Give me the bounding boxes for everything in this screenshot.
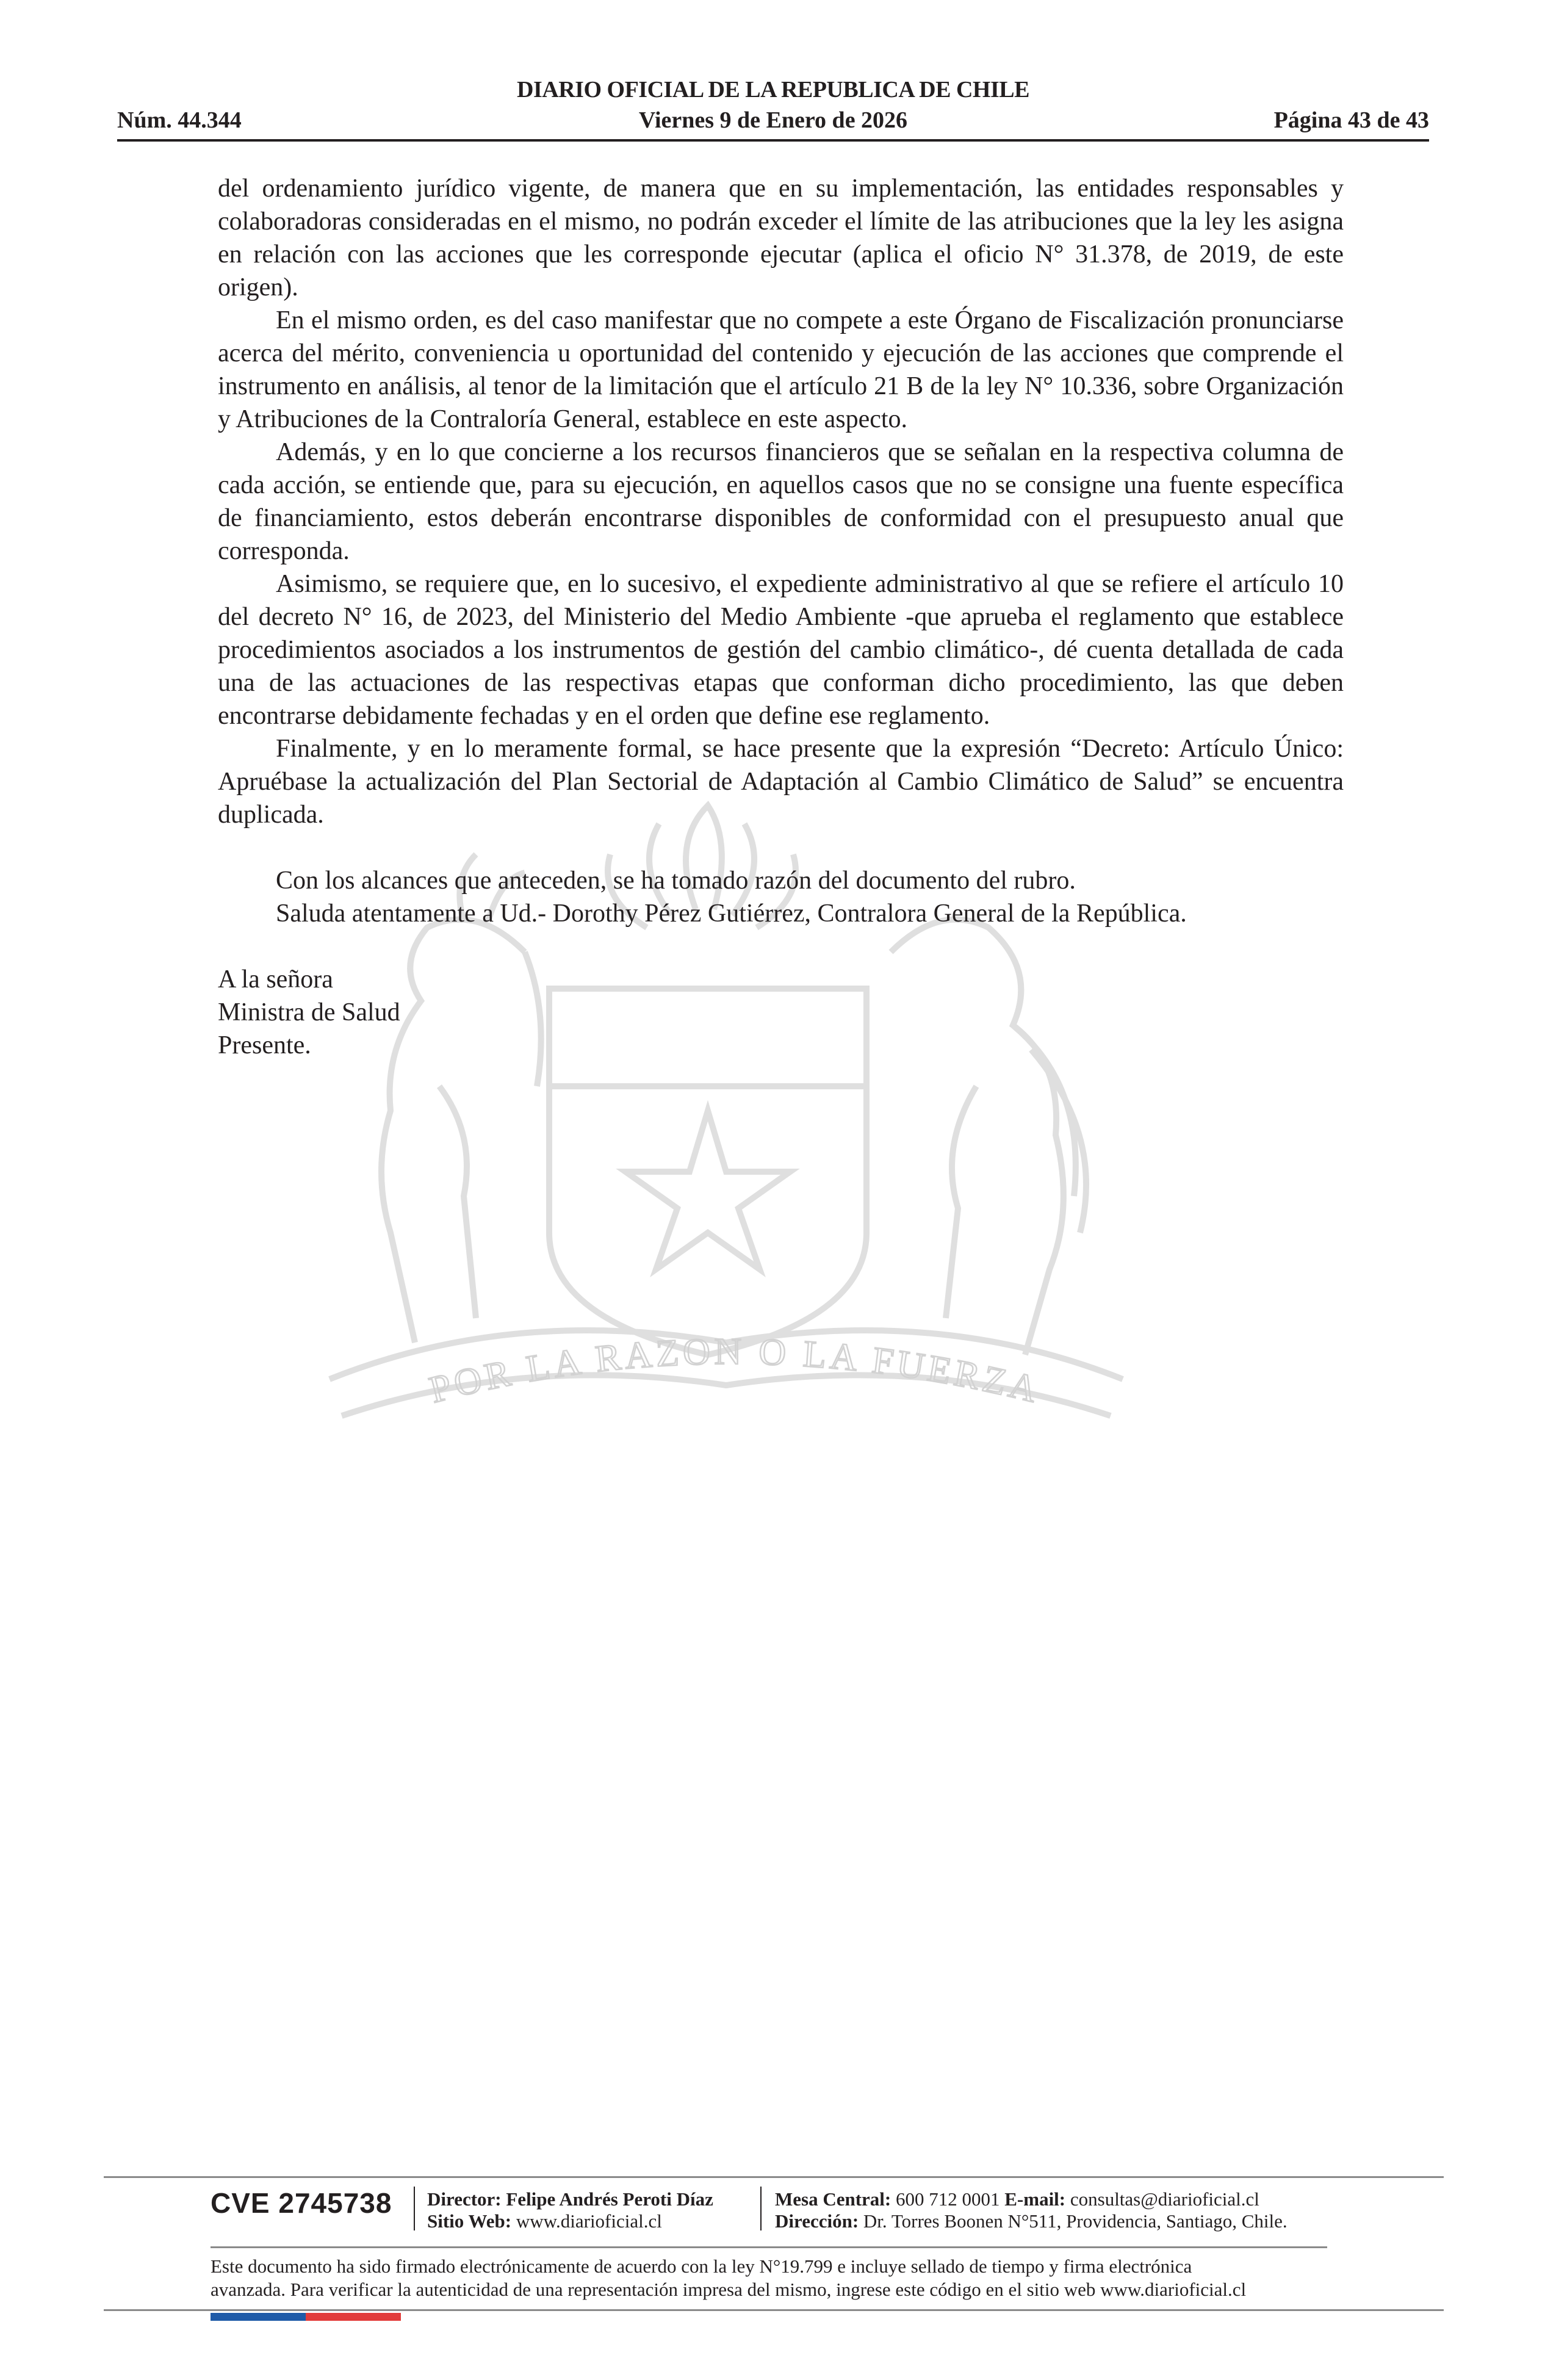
spacer — [218, 831, 1344, 864]
footer-contact-block — [775, 2188, 1288, 2232]
footer-separator — [760, 2187, 762, 2230]
addressee-line-1: A la señora — [218, 965, 333, 993]
page-header — [117, 76, 1429, 143]
director-name: Felipe Andrés Peroti Díaz — [506, 2188, 713, 2210]
motto-text: POR LA RAZON O LA FUERZA — [425, 1330, 1045, 1412]
legal-line-2: avanzada. Para verificar la autenticidad de una representación impresa del mismo, ingrese este código en el sitio web www.diarioficial.cl — [211, 2279, 1247, 2300]
address-text: Dr. Torres Boonen N°511, Providencia, Santiago, Chile. — [863, 2210, 1288, 2232]
footer-separator — [414, 2187, 415, 2230]
closing-line-2: Saluda atentamente a Ud.- Dorothy Pérez Gutiérrez, Contralora General de la República. — [276, 900, 1187, 928]
website-label: Sitio Web: — [427, 2210, 512, 2232]
paragraph-1: del ordenamiento jurídico vigente, de manera que en su implementación, las entidades responsables y colaboradoras consideradas en el mismo, no podrán exceder el límite de las atribuciones que la ley les asigna en relación con las acciones que les corresponde ejecutar (aplica el oficio N° 31.378, de 2019, de este origen). — [218, 175, 1344, 301]
paragraph-4: Asimismo, se requiere que, en lo sucesivo, el expediente administrativo al que se refiere el artículo 10 del decreto N° 16, de 2023, del Ministerio del Medio Ambiente -que aprueba el reglamento que establece procedimientos asociados a los instrumentos de gestión del cambio climático-, dé cuenta detallada de cada una de las actuaciones de las respectivas etapas que conforman dicho procedimiento, las que deben encontrarse debidamente fechadas y en el orden que define ese reglamento. — [218, 570, 1344, 730]
footer-divider-bottom — [104, 2309, 1444, 2311]
svg-text:POR LA RAZON O LA FUERZA — [425, 1331, 1045, 1412]
address-label: Dirección: — [775, 2210, 859, 2232]
legal-notice — [211, 2255, 1327, 2301]
issue-number: Núm. 44.344 — [117, 107, 242, 133]
addressee-line-2: Ministra de Salud — [218, 998, 400, 1026]
director-label: Director: — [427, 2188, 502, 2210]
phone-number: 600 712 0001 — [896, 2188, 1000, 2210]
document-body — [218, 172, 1344, 1062]
email-label: E-mail: — [1004, 2188, 1066, 2210]
flag-stripe — [211, 2313, 401, 2321]
issue-date: Viernes 9 de Enero de 2026 — [638, 107, 908, 133]
website-link[interactable]: www.diarioficial.cl — [516, 2210, 662, 2232]
legal-line-1: Este documento ha sido firmado electrónicamente de acuerdo con la ley N°19.799 e incluye sellado de tiempo y firma electrónica — [211, 2256, 1192, 2277]
page-number: Página 43 de 43 — [1273, 107, 1429, 133]
footer-director-block — [427, 2188, 713, 2232]
footer-divider-middle — [211, 2246, 1327, 2248]
cve-code: CVE 2745738 — [211, 2187, 392, 2219]
email-link[interactable]: consultas@diarioficial.cl — [1070, 2188, 1259, 2210]
addressee-line-3: Presente. — [218, 1031, 311, 1059]
publication-title: DIARIO OFICIAL DE LA REPUBLICA DE CHILE — [517, 77, 1029, 103]
flag-red-band — [306, 2313, 401, 2321]
paragraph-3: Además, y en lo que concierne a los recursos financieros que se señalan en la respectiva columna de cada acción, se entiende que, para su ejecución, en aquellos casos que no se consigne una fuente específica de financiamiento, estos deberán encontrarse disponibles de conformidad con el presupuesto anual que corresponda. — [218, 438, 1344, 565]
paragraph-2: En el mismo orden, es del caso manifestar que no compete a este Órgano de Fiscalización pronunciarse acerca del mérito, conveniencia u oportunidad del contenido y ejecución de las acciones que comprende el instrumento en análisis, al tenor de la limitación que el artículo 21 B de la ley N° 10.336, sobre Organización y Atribuciones de la Contraloría General, establece en este aspecto. — [218, 306, 1344, 433]
flag-blue-band — [211, 2313, 306, 2321]
paragraph-5: Finalmente, y en lo meramente formal, se hace presente que la expresión “Decreto: Artículo Único: Apruébase la actualización del Plan Sectorial de Adaptación al Cambio Climático de Salud” se encuentra duplicada. — [218, 735, 1344, 829]
header-divider — [117, 139, 1429, 142]
closing-line-1: Con los alcances que anteceden, se ha tomado razón del documento del rubro. — [276, 867, 1076, 895]
footer-divider-top — [104, 2176, 1444, 2178]
spacer — [218, 930, 1344, 963]
phone-label: Mesa Central: — [775, 2188, 891, 2210]
